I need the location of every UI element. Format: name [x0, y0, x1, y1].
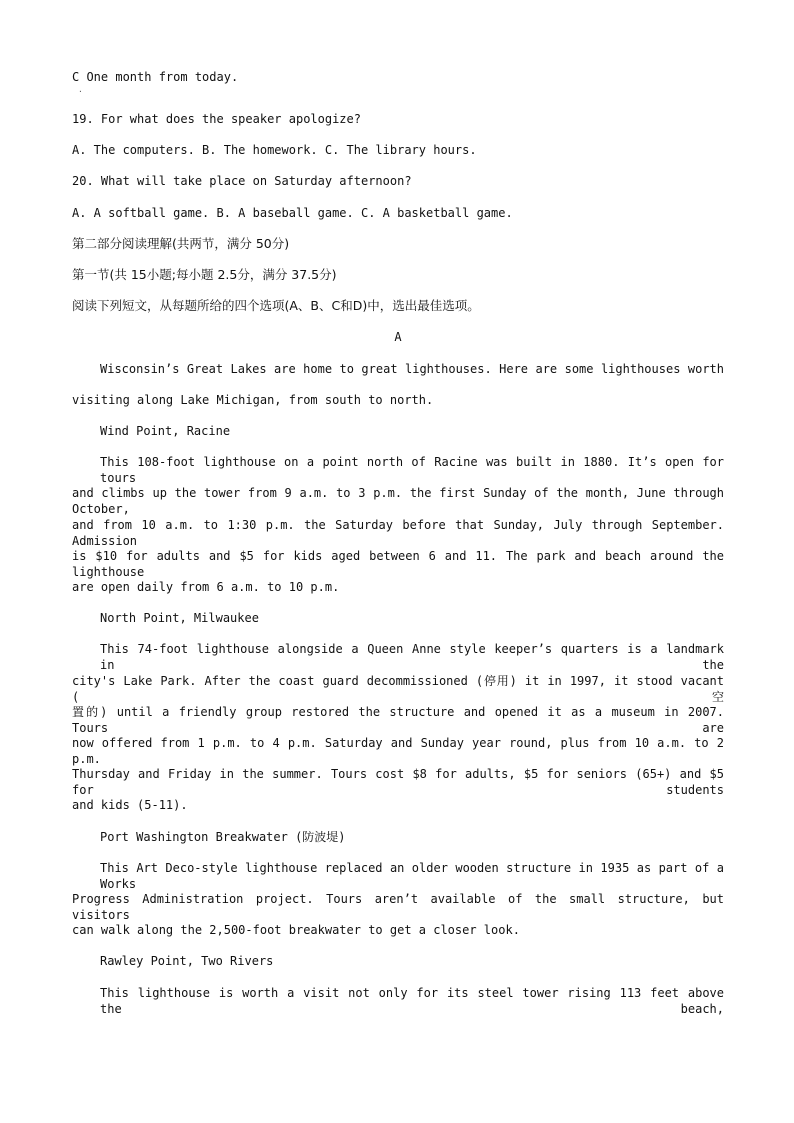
north-point-line: and kids (5-11). — [72, 798, 188, 812]
north-point-line: city's Lake Park. After the coast guard decommissioned (停用) it in 1997, it stood vacant (空 — [72, 674, 724, 704]
part-two-title: 第二部分阅读理解(共两节，满分 50分) — [72, 236, 290, 251]
rawley-point-heading: Rawley Point, Two Rivers — [100, 954, 274, 968]
passage-label: A — [394, 330, 402, 344]
instruction-text: 阅读下列短文，从每题所给的四个选项(A、B、C和D)中，选出最佳选项。 — [72, 298, 480, 313]
port-washington-line: Progress Administration project. Tours aren’t available of the small structure, but visitors — [72, 892, 724, 922]
north-point-line: 置的) until a friendly group restored the structure and opened it as a museum in 2007. Tours are — [72, 705, 724, 735]
wind-point-line: and climbs up the tower from 9 a.m. to 3 p.m. the first Sunday of the month, June through October, — [72, 486, 724, 516]
north-point-line: Thursday and Friday in the summer. Tours cost $8 for adults, $5 for seniors (65+) and $5 for students — [72, 767, 724, 797]
wind-point-line: This 108-foot lighthouse on a point north of Racine was built in 1880. It’s open for tours — [100, 455, 724, 485]
intro-line: visiting along Lake Michigan, from south to north. — [72, 393, 434, 407]
question-20-options: A. A softball game. B. A baseball game. C. A basketball game. — [72, 206, 513, 220]
section-one-title: 第一节(共 15小题;每小题 2.5分，满分 37.5分) — [72, 267, 337, 282]
option-c-line: C One month from today. — [72, 70, 239, 84]
north-point-heading: North Point, Milwaukee — [100, 611, 259, 625]
question-19: 19. For what does the speaker apologize? — [72, 112, 361, 126]
question-19-options: A. The computers. B. The homework. C. The library hours. — [72, 143, 477, 157]
question-20: 20. What will take place on Saturday afternoon? — [72, 174, 412, 188]
wind-point-heading: Wind Point, Racine — [100, 424, 231, 438]
port-washington-line: can walk along the 2,500-foot breakwater to get a closer look. — [72, 923, 520, 937]
port-washington-heading: Port Washington Breakwater (防波堤) — [100, 830, 346, 844]
rawley-point-line: This lighthouse is worth a visit not only for its steel tower rising 113 feet above the beach, — [100, 986, 724, 1016]
wind-point-line: is $10 for adults and $5 for kids aged between 6 and 11. The park and beach around the lighthouse — [72, 549, 724, 579]
wind-point-line: are open daily from 6 a.m. to 10 p.m. — [72, 580, 340, 594]
stray-mark: · — [78, 87, 83, 96]
intro-line: Wisconsin’s Great Lakes are home to great lighthouses. Here are some lighthouses worth — [100, 362, 724, 376]
north-point-line: This 74-foot lighthouse alongside a Queen Anne style keeper’s quarters is a landmark in the — [100, 642, 724, 672]
wind-point-line: and from 10 a.m. to 1:30 p.m. the Saturday before that Sunday, July through September. Admission — [72, 518, 724, 548]
north-point-line: now offered from 1 p.m. to 4 p.m. Saturday and Sunday year round, plus from 10 a.m. to 2 p.m. — [72, 736, 724, 766]
port-washington-line: This Art Deco-style lighthouse replaced an older wooden structure in 1935 as part of a Works — [100, 861, 724, 891]
